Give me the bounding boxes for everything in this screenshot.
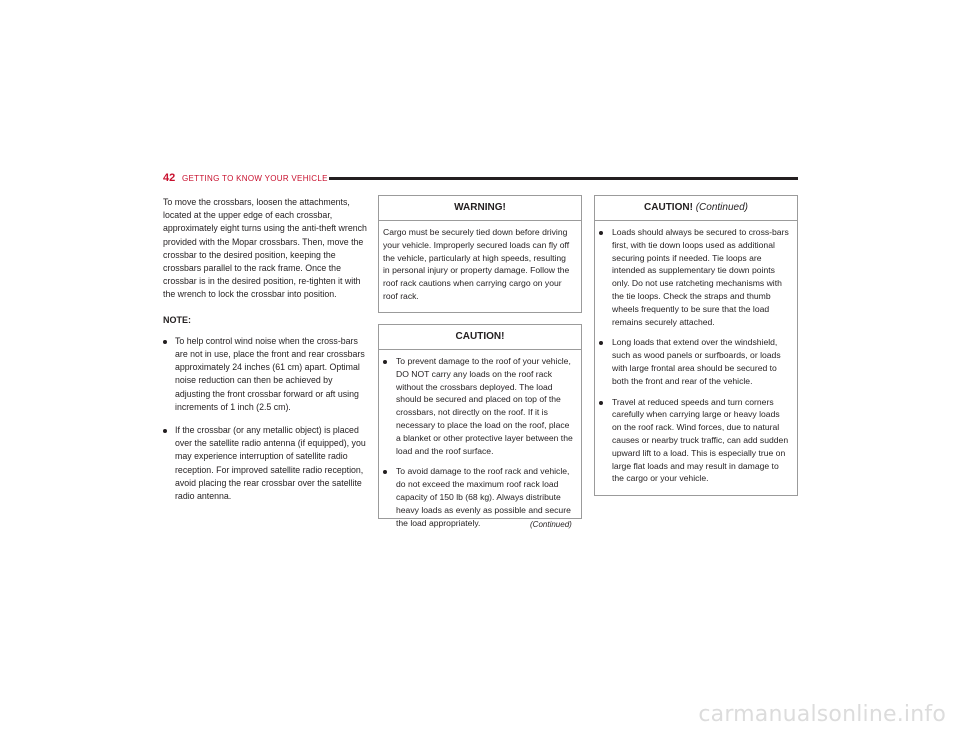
bullet-icon	[163, 340, 167, 344]
continued-label: (Continued)	[530, 520, 572, 529]
note-label: NOTE:	[163, 314, 191, 325]
list-item	[163, 424, 367, 503]
warning-text: Cargo must be securely tied down before driving your vehicle. Improperly secured loads can fly off the vehicle, particularly at high speeds, resulting in personal injury or property damage. Follow the roof rack cautions when carrying cargo on your roof rack.	[383, 227, 570, 301]
section-title: GETTING TO KNOW YOUR VEHICLE	[182, 174, 328, 183]
list-item-text: If the crossbar (or any metallic object) is placed over the satellite radio antenna (if equipped), you may experience interruption of satellite radio reception. For improved satellite radio reception, avoid placing the rear crossbar over the satellite radio antenna.	[175, 425, 366, 502]
intro-paragraph: To move the crossbars, loosen the attachments, located at the upper edge of each crossbar, approximately eight turns using the anti-theft wrench provided with the Mopar crossbars. Then, move the crossbar to the desired position, keeping the crossbars parallel to the rack frame. Once the crossbar is in the desired position, re-tighten it with the wrench to lock the crossbar into position.	[163, 197, 367, 300]
caution-continued-list	[599, 226, 791, 485]
list-item-text: To prevent damage to the roof of your vehicle, DO NOT carry any loads on the roof rack without the crossbars deployed. The load should be secured and placed on top of the crossbars, not directly on the roof. If it is necessary to place the load on the roof, place a blanket or other protective layer between the load and the roof surface.	[396, 356, 573, 456]
list-item	[163, 335, 367, 414]
page-number: 42	[163, 172, 176, 184]
warning-title: WARNING!	[379, 196, 581, 221]
caution-continued-title	[595, 196, 797, 221]
bullet-icon	[599, 231, 603, 235]
bullet-icon	[599, 341, 603, 345]
bullet-icon	[383, 470, 387, 474]
list-item-text: Long loads that extend over the windshield, such as wood panels or surfboards, or loads with large frontal area should be secured to both the front and rear of the vehicle.	[612, 337, 781, 386]
bullet-icon	[383, 360, 387, 364]
warning-box	[378, 195, 582, 313]
list-item	[599, 226, 791, 328]
bullet-icon	[163, 429, 167, 433]
page-header	[163, 172, 798, 184]
caution-title-suffix: (Continued)	[695, 202, 748, 213]
body-column	[163, 196, 367, 513]
watermark-text: carmanualsonline.info	[698, 702, 946, 727]
caution-title: CAUTION!	[379, 325, 581, 350]
list-item-text: To avoid damage to the roof rack and vehicle, do not exceed the maximum roof rack load capacity of 150 lb (68 kg). Always distribute heavy loads as evenly as possible and secure the load appropriately.	[396, 466, 571, 528]
list-item-text: To help control wind noise when the cross-bars are not in use, place the front and rear crossbars approximately 24 inches (61 cm) apart. Optimal noise reduction can then be achieved by adjusting the front crossbar forward or aft using increments of 1 inch (2.5 cm).	[175, 335, 365, 412]
list-item	[599, 396, 791, 486]
caution-title-text: CAUTION!	[644, 202, 693, 213]
caution-continued-box	[594, 195, 798, 496]
list-item-text: Loads should always be secured to cross-bars first, with tie down loops used as additional securing points if needed. Tie loops are intended as supplementary tie down points only. Do not use ratcheting mechanisms with the tie loops. Check the straps and thumb wheels frequently to be sure that the load remains securely attached.	[612, 227, 789, 327]
caution-list	[383, 355, 575, 529]
bullet-icon	[599, 401, 603, 405]
list-item	[383, 355, 575, 457]
header-rule	[329, 177, 798, 180]
note-list	[163, 335, 367, 503]
list-item-text: Travel at reduced speeds and turn corners carefully when carrying large or heavy loads on the roof rack. Wind forces, due to natural causes or nearby truck traffic, can add sudden upward lift to a load. This is especially true on large flat loads and may result in damage to the cargo or your vehicle.	[612, 396, 789, 484]
list-item	[599, 336, 791, 387]
